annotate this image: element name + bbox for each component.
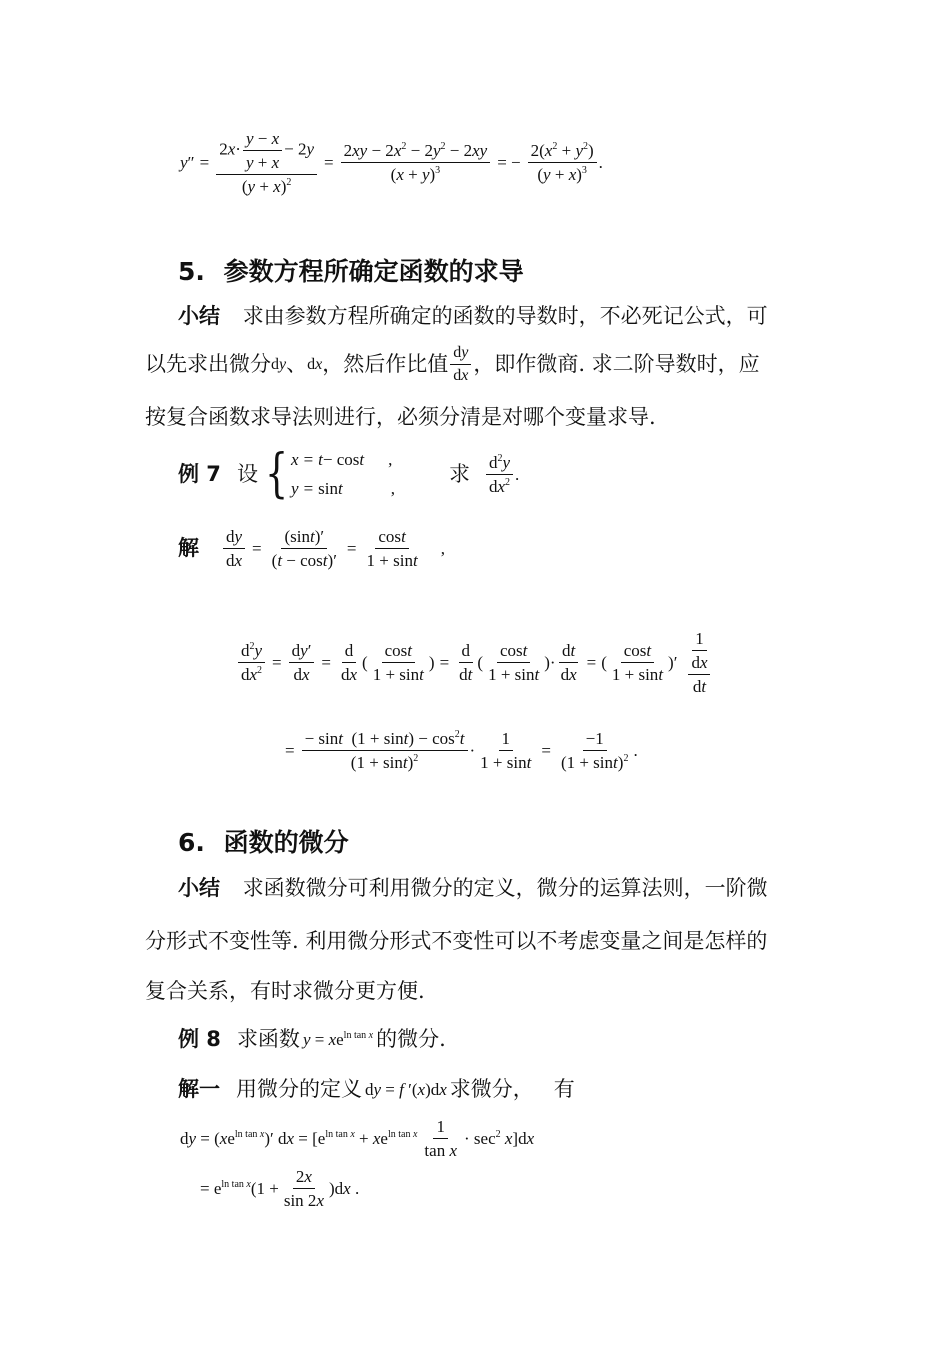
section-5-summary-line3: 按复合函数求导法则进行，必须分清是对哪个变量求导. xyxy=(145,405,656,429)
formula-y-double-prime: y″ = 2x· $\frac{y - x}{y + x}$ − 2y $(y + x)^2$ = $\frac{2xy - 2x^2 - 2y^2 - 2xy}{(x + y)^3}$ = − $\frac{2(x^2 + y^2)}{(y + x)^3}$ . xyxy=(180,129,603,196)
section-6-title: 函数的微分 xyxy=(223,828,349,857)
section-5-title: 参数方程所确定函数的求导 xyxy=(223,257,524,286)
example-8: 例 8 求函数 $y = xe^{ln tan x}$ 的微分. xyxy=(178,1027,446,1051)
example-8-solution-intro: 解一 用微分的定义 dy = f ′(x)dx 求微分， 有 xyxy=(178,1077,575,1101)
example-7: 例 7 设 { x = t − cos t , y = sin t , 求 $\frac{d^2y}{dx^2}$ . xyxy=(178,444,520,504)
section-5-summary-line1: 小结 求由参数方程所确定的函数的导数时，不必死记公式，可 xyxy=(178,304,768,328)
section-6-number: 6. xyxy=(178,828,205,857)
second-derivative-line1: $\frac{d^2y}{dx^2}$ = $\frac{dy'}{dx}$ = $\frac{d}{dx}$ ( $\frac{\cos t}{1 + \sin t}$ ) = $\frac{d}{dt}$ ( $\frac{\cos t}{1 + \sin t}$ )· $\frac{dt}{dx}$ = ( $\frac{\cos t}{1 + \sin t}$ )′ $\frac{1}{\frac{dx}{dt}}$ xyxy=(236,630,717,695)
section-5-number: 5. xyxy=(178,257,205,286)
example-7-solution-line1: 解 $\frac{dy}{dx}$ = $\frac{(\sin t)'}{(t - \cos t)'}$ = $\frac{\cos t}{1 + \sin t}$ , xyxy=(178,527,445,570)
section-6-summary-line1: 小结 求函数微分可利用微分的定义，微分的运算法则，一阶微 xyxy=(178,876,768,900)
section-5-heading xyxy=(178,252,524,288)
example-8-label: 例 8 xyxy=(178,1027,221,1051)
summary-label: 小结 xyxy=(178,304,220,328)
section-5-summary-line2: 以先求出微分 dy 、 dx ，然后作比值 $\frac{dy}{dx}$ ，即作微商. 求二阶导数时，应 xyxy=(145,344,760,384)
solution-label: 解 xyxy=(178,536,199,561)
differential-line1: dy = $(xe^{ln tan x})'$ dx = [$e^{ln tan x} + xe^{ln tan x}$ $\frac{1}{\text{tan x}}$ · $\sec^2 x]dx$ xyxy=(180,1117,535,1160)
second-derivative-line2: = $\frac{- \sin t (1 + \sin t) - \cos^2t}{(1 + \sin t)^2}$ · $\frac{1}{1 + \sin t}$ = $\frac{-1}{(1 + \sin t)^2}$ . xyxy=(285,729,638,772)
example-7-label: 例 7 xyxy=(178,461,221,486)
section-6-heading xyxy=(178,823,349,859)
section-6-summary-line3: 复合关系，有时求微分更方便. xyxy=(145,979,425,1003)
differential-line2: = $e^{ln tan x}(1$ + $\frac{2x}{\sin 2x}$ )dx . xyxy=(200,1167,360,1210)
section-6-summary-line2: 分形式不变性等. 利用微分形式不变性可以不考虑变量之间是怎样的 xyxy=(145,929,768,953)
